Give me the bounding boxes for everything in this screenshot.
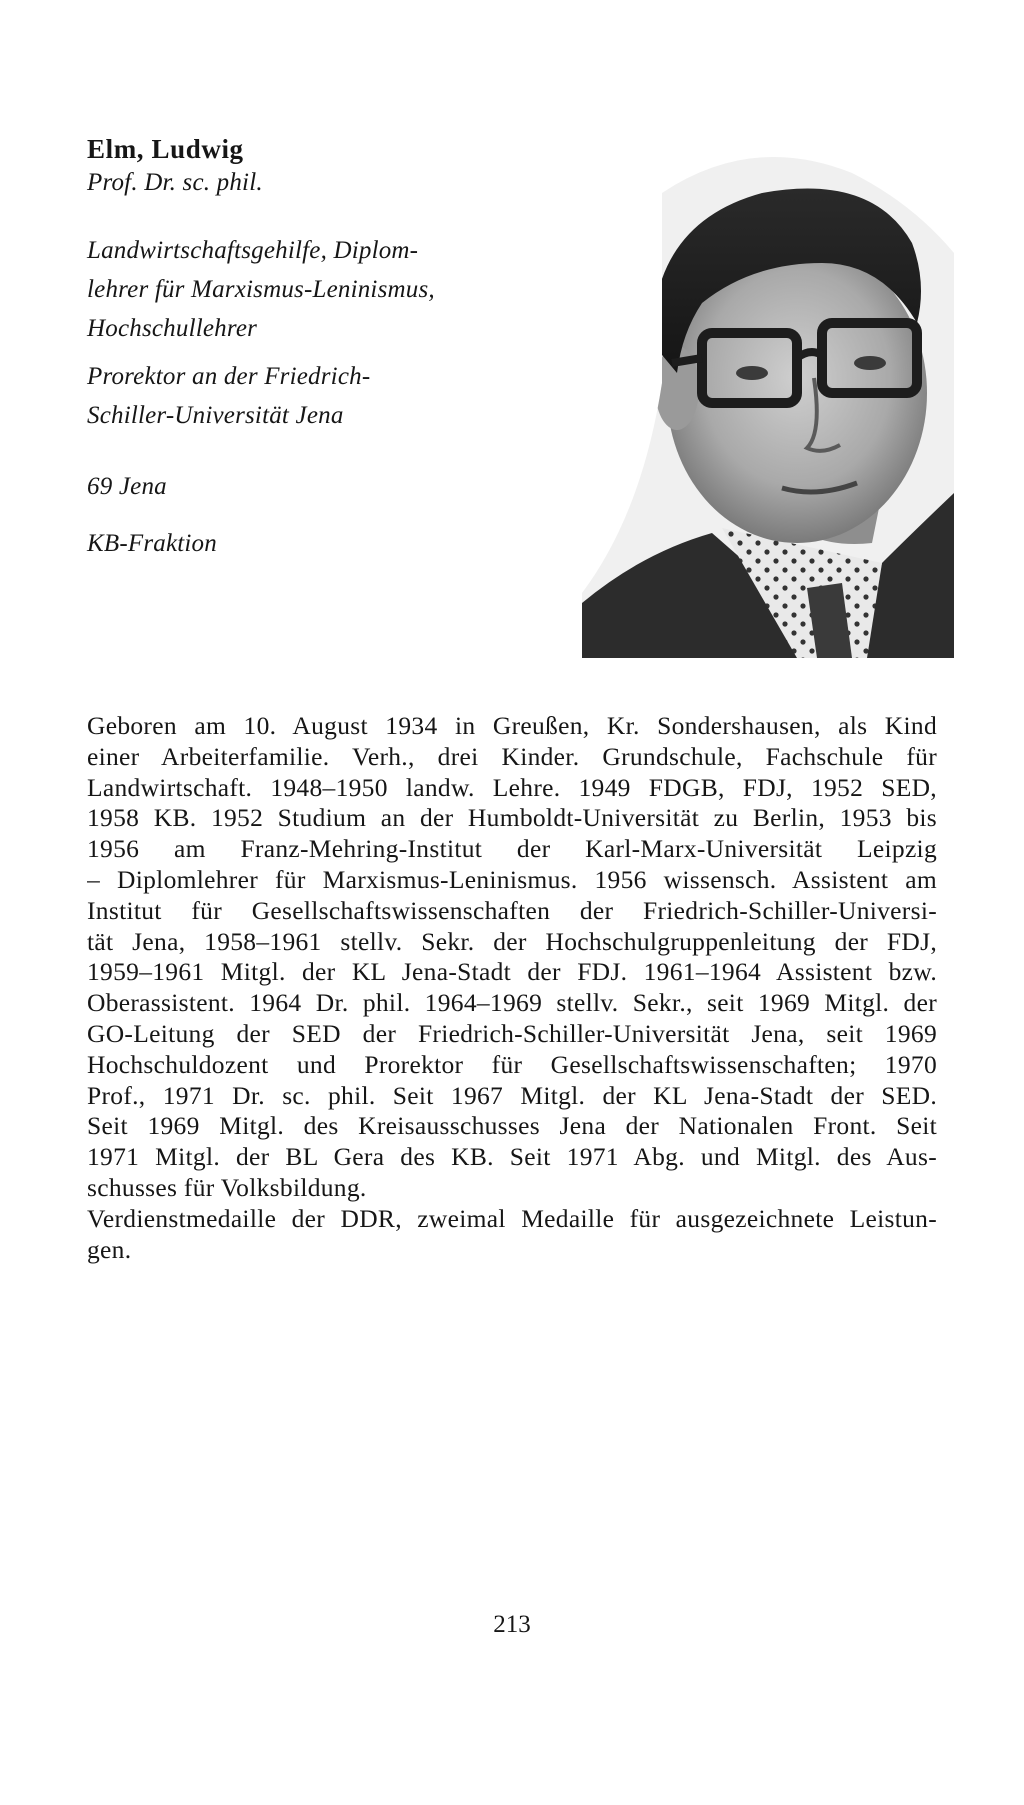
- occupation-line: Landwirtschaftsgehilfe, Diplom-: [87, 237, 419, 264]
- position-line: Schiller-Universität Jena: [87, 402, 344, 429]
- occupation-block: [87, 231, 435, 348]
- position-block: [87, 357, 370, 435]
- academic-title: [87, 163, 263, 202]
- biography-line: Institut für Gesellschaftswissenschaften der Friedrich-Schiller-Universi-: [87, 895, 937, 925]
- biography-line: 1956 am Franz-Mehring-Institut der Karl-Marx-Universität Leipzig: [87, 834, 937, 864]
- faction-text: KB-Fraktion: [87, 530, 217, 557]
- faction: [87, 524, 217, 563]
- entry-name: Elm, Ludwig: [87, 134, 244, 164]
- biography-line: Oberassistent. 1964 Dr. phil. 1964–1969 stellv. Sekr., seit 1969 Mitgl. der: [87, 988, 937, 1018]
- biography-line: Prof., 1971 Dr. sc. phil. Seit 1967 Mitgl. der KL Jena-Stadt der SED.: [87, 1080, 937, 1110]
- biography-line: Geboren am 10. August 1934 in Greußen, Kr. Sondershausen, als Kind: [87, 711, 937, 740]
- biography-line: GO-Leitung der SED der Friedrich-Schiller-Universität Jena, seit 1969: [87, 1018, 937, 1048]
- biography-line: Seit 1969 Mitgl. des Kreisausschusses Jena der Nationalen Front. Seit: [87, 1111, 937, 1141]
- biography-line: Landwirtschaft. 1948–1950 landw. Lehre. 1949 FDGB, FDJ, 1952 SED,: [87, 772, 937, 802]
- city: [87, 467, 167, 506]
- position-line: Prorektor an der Friedrich-: [87, 363, 371, 390]
- biography-line: gen.: [87, 1234, 132, 1264]
- biography-line: 1958 KB. 1952 Studium an der Humboldt-Universität zu Berlin, 1953 bis: [87, 803, 937, 833]
- biography-line: tät Jena, 1958–1961 stellv. Sekr. der Hochschulgruppenleitung der FDJ,: [87, 926, 937, 956]
- biography-line: 1959–1961 Mitgl. der KL Jena-Stadt der FDJ. 1961–1964 Assistent bzw.: [87, 957, 937, 987]
- biography-line: Verdienstmedaille der DDR, zweimal Medaille für ausgezeichnete Leistun-: [87, 1203, 937, 1233]
- academic-title-text: Prof. Dr. sc. phil.: [87, 169, 263, 196]
- biography-line: Hochschuldozent und Prorektor für Gesellschaftswissenschaften; 1970: [87, 1049, 937, 1079]
- biography-line: 1971 Mitgl. der BL Gera des KB. Seit 1971 Abg. und Mitgl. des Aus-: [87, 1142, 937, 1172]
- biography-line: schusses für Volksbildung.: [87, 1172, 367, 1202]
- portrait-photo: [582, 133, 954, 658]
- occupation-line: Hochschullehrer: [87, 315, 258, 342]
- page-number: 213: [493, 1611, 531, 1638]
- biography-line: einer Arbeiterfamilie. Verh., drei Kinder. Grundschule, Fachschule für: [87, 741, 937, 771]
- portrait-illustration: [582, 133, 954, 658]
- biography: [87, 711, 937, 1265]
- occupation-line: lehrer für Marxismus-Leninismus,: [87, 276, 435, 303]
- city-text: 69 Jena: [87, 473, 167, 500]
- biography-line: – Diplomlehrer für Marxismus-Leninismus. 1956 wissensch. Assistent am: [87, 864, 937, 894]
